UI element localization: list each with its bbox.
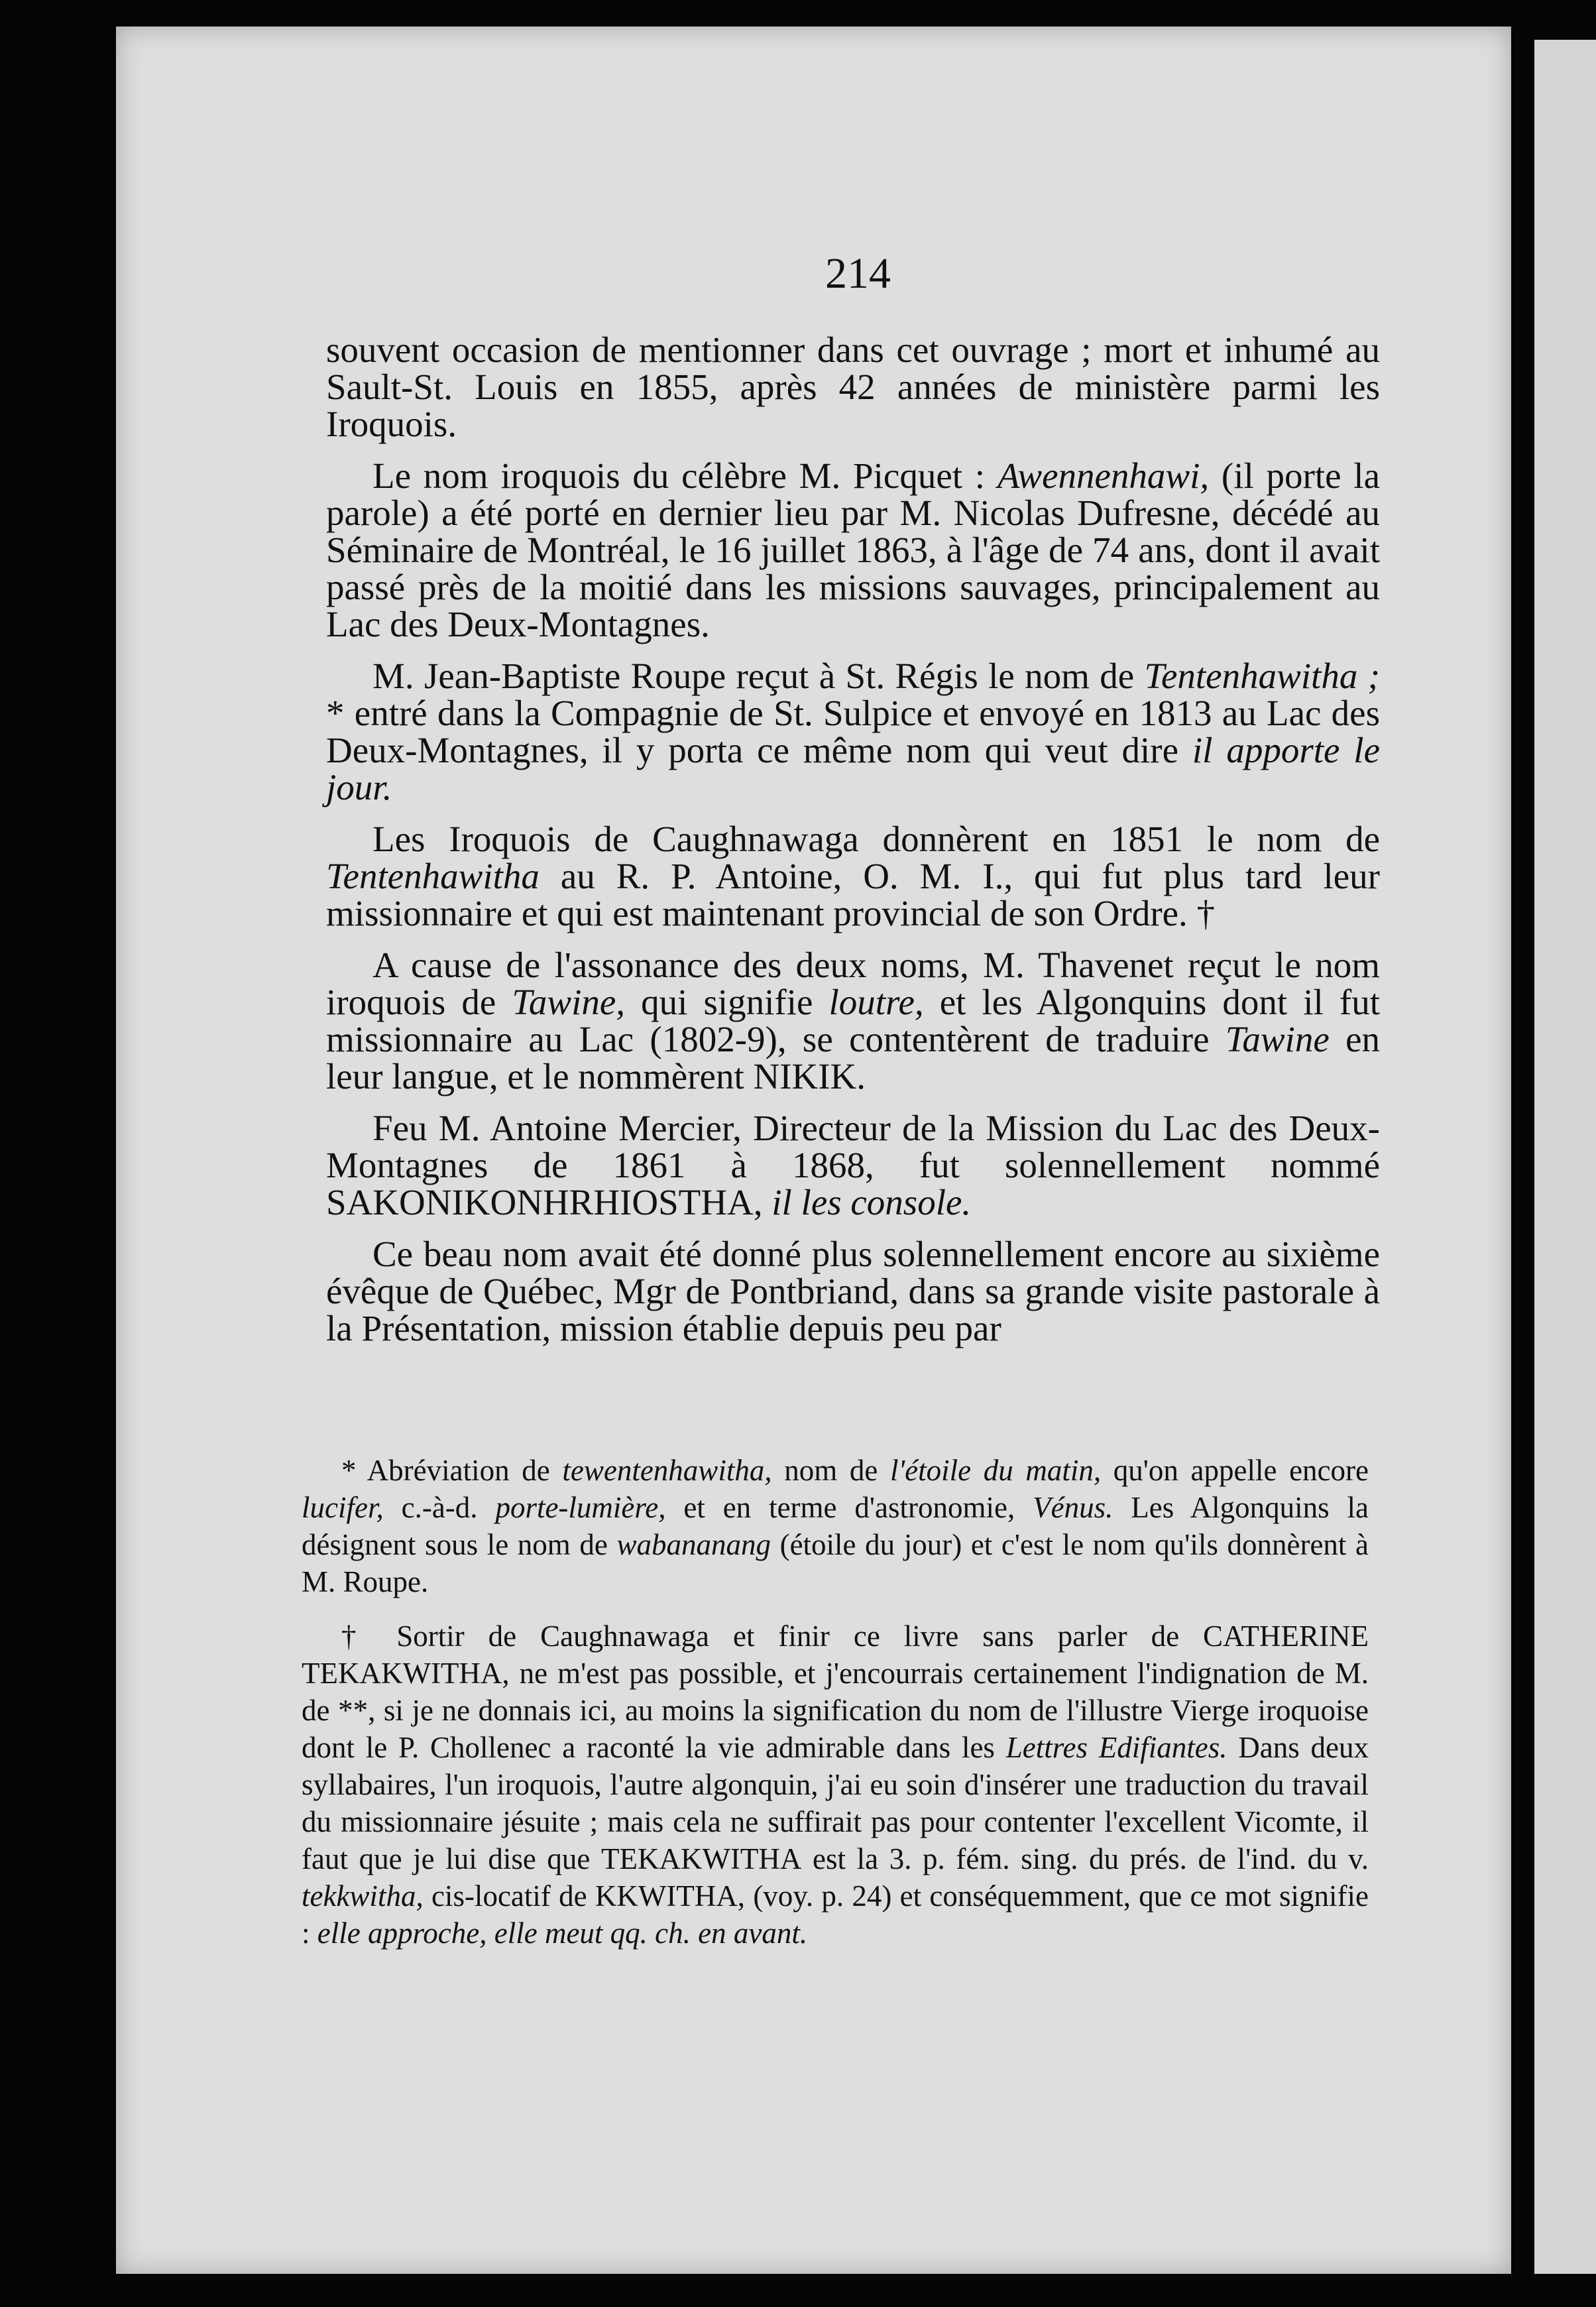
- italic-text: lucifer,: [302, 1491, 384, 1524]
- text-segment: nom de: [771, 1454, 890, 1487]
- italic-text: tewentenhawitha,: [562, 1454, 772, 1487]
- italic-text: Tentenhawitha: [326, 856, 540, 896]
- text-segment: (étoile du jour) et c'est le nom qu'ils donnèrent à M. Roupe.: [302, 1528, 1369, 1598]
- text-segment: et en terme d'astronomie,: [665, 1491, 1033, 1524]
- text-segment: qui signifie: [625, 982, 829, 1022]
- text-segment: Les Algonquins la désignent sous le nom de: [302, 1491, 1369, 1561]
- text-segment: A cause de l'assonance des deux noms, M. Thavenet reçut le nom iroquois de: [326, 945, 1380, 1022]
- italic-text: wabananang: [616, 1528, 771, 1561]
- footnotes: [302, 1452, 1369, 1969]
- small-caps-text: NIKIK.: [753, 1056, 866, 1096]
- paragraph-3: [326, 658, 1380, 806]
- italic-text: elle approche, elle meut qq. ch. en avant.: [317, 1917, 808, 1950]
- text-segment: [762, 1182, 771, 1222]
- facing-page-edge: [1534, 40, 1596, 2274]
- paragraph-4: [326, 821, 1380, 932]
- page-gutter: [1514, 27, 1534, 2280]
- small-caps-text: KKWITHA,: [595, 1879, 746, 1913]
- italic-text: il apporte le jour.: [326, 730, 1380, 807]
- text-segment: qu'on appelle encore: [1101, 1454, 1369, 1487]
- text-segment: et les Algonquins dont il fut missionnaire au Lac (1802-9), se contentèrent de traduire: [326, 982, 1380, 1059]
- text-segment: en leur langue, et le nommèrent: [326, 1019, 1380, 1096]
- italic-text: Tawine,: [512, 982, 626, 1022]
- italic-text: il les console.: [771, 1182, 972, 1222]
- footnote-2: [302, 1618, 1369, 1952]
- paragraph-5: [326, 947, 1380, 1095]
- footnote-1: [302, 1452, 1369, 1600]
- paragraph-6: [326, 1110, 1380, 1221]
- text-segment: * Abréviation de: [341, 1454, 563, 1487]
- italic-text: Awennenhawi,: [997, 455, 1210, 496]
- text-segment: Dans deux syllabaires, l'un iroquois, l'autre algonquin, j'ai eu soin d'insérer une traduction du travail du missionnaire jésuite ; mais cela ne suffirait pas pour contenter l'excellent Vicomte, il faut que je lui dise que: [302, 1731, 1369, 1875]
- italic-text: Vénus.: [1033, 1491, 1113, 1524]
- text-segment: † Sortir de Caughnawaga et finir ce livre sans parler de: [341, 1620, 1204, 1653]
- text-segment: M. Jean-Baptiste Roupe reçut à St. Régis le nom de: [372, 656, 1145, 696]
- italic-text: l'étoile du matin,: [889, 1454, 1102, 1487]
- text-segment: Le nom iroquois du célèbre M. Picquet :: [372, 455, 997, 496]
- italic-text: Lettres Edifiantes.: [1005, 1731, 1227, 1764]
- text-segment: c.-à-d.: [383, 1491, 496, 1524]
- small-caps-text: SAKONIKONHRHIOSTHA,: [326, 1182, 763, 1222]
- italic-text: loutre,: [828, 982, 924, 1022]
- text-segment: Ce beau nom avait été donné plus solennellement encore au sixième évêque de Québec, Mgr de Pontbriand, dans sa grande visite pastorale à la Présentation, mission établie depuis peu par: [326, 1234, 1380, 1348]
- text-segment: souvent occasion de mentionner dans cet ouvrage ; mort et inhumé au Sault-St. Louis en 1855, après 42 années de ministère parmi les Iroquois.: [326, 329, 1380, 444]
- paragraph-1: [326, 331, 1380, 443]
- text-segment: Les Iroquois de Caughnawaga donnèrent en 1851 le nom de: [372, 819, 1380, 859]
- italic-text: tekkwitha,: [302, 1879, 424, 1913]
- main-text: [326, 331, 1380, 1362]
- text-segment: (il porte la parole) a été porté en dernier lieu par M. Nicolas Dufresne, décédé au Séminaire de Montréal, le 16 juillet 1863, à l'âge de 74 ans, dont il avait passé près de la moitié dans les missions sauvages, principalement au Lac des Deux-Montagnes.: [326, 455, 1380, 644]
- text-segment: ne m'est pas possible, et j'encourrais certainement l'indignation de M. de **, si je ne donnais ici, au moins la signification du nom de l'illustre Vierge iroquoise dont le P. Chollenec a raconté la vie admirable dans les: [302, 1657, 1369, 1764]
- text-segment: est la 3. p. fém. sing. du prés. de l'ind. du v.: [801, 1842, 1369, 1875]
- page-number: 214: [825, 249, 891, 298]
- italic-text: Tentenhawitha ;: [1144, 656, 1380, 696]
- small-caps-text: CATHERINE TEKAKWITHA,: [302, 1620, 1369, 1690]
- small-caps-text: TEKAKWITHA: [601, 1842, 802, 1875]
- text-segment: cis-locatif de: [423, 1879, 595, 1913]
- text-segment: (voy. p. 24) et conséquemment, que ce mot signifie :: [302, 1879, 1369, 1950]
- paragraph-2: [326, 457, 1380, 643]
- paragraph-7: [326, 1236, 1380, 1347]
- text-segment: * entré dans la Compagnie de St. Sulpice et envoyé en 1813 au Lac des Deux-Montagnes, il y porta ce même nom qui veut dire: [326, 693, 1380, 770]
- text-segment: au R. P. Antoine, O. M. I., qui fut plus tard leur missionnaire et qui est maintenant provincial de son Ordre. †: [326, 856, 1380, 933]
- italic-text: Tawine: [1225, 1019, 1330, 1059]
- text-segment: Feu M. Antoine Mercier, Directeur de la Mission du Lac des Deux-Montagnes de 1861 à 1868, fut solennellement nommé: [326, 1108, 1380, 1185]
- italic-text: porte-lumière,: [495, 1491, 666, 1524]
